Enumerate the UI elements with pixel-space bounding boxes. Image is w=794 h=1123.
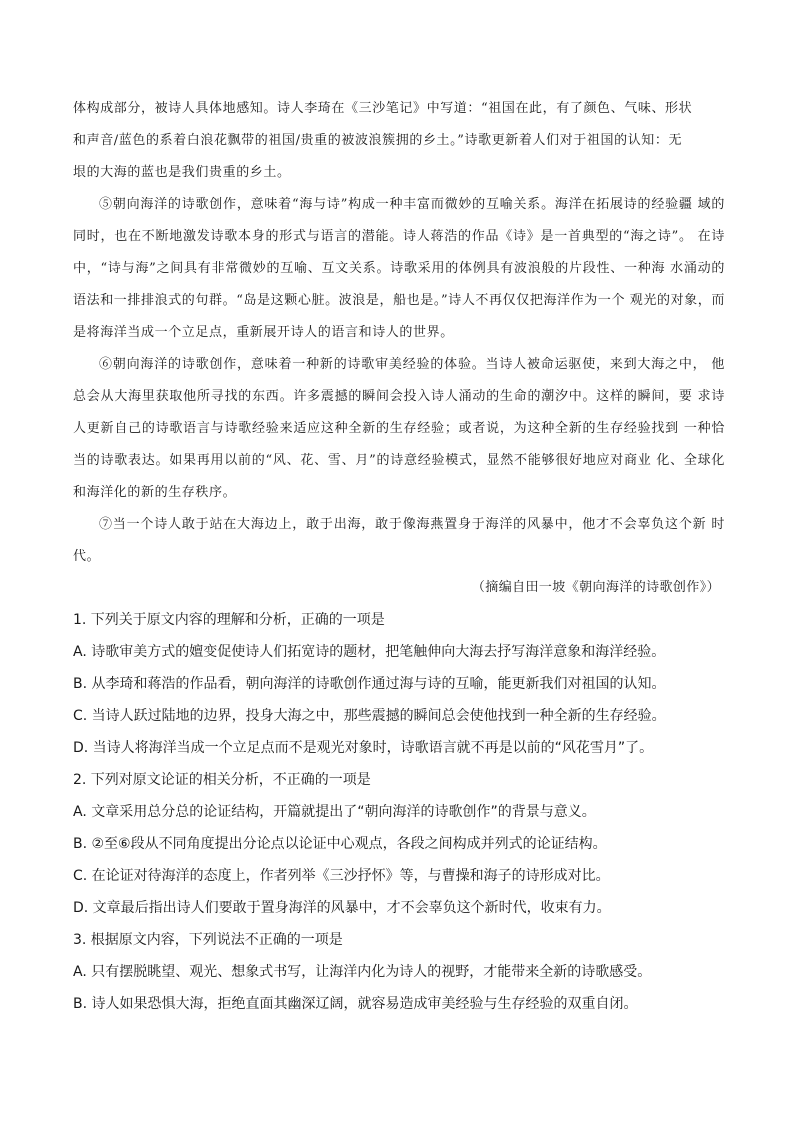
option-b: B. 从李琦和蒋浩的作品看，朝向海洋的诗歌创作通过海与诗的互喻，能更新我们对祖国的认知。 bbox=[73, 676, 666, 692]
text-line: 垠的大海的蓝也是我们贵重的乡土。 bbox=[73, 165, 291, 180]
paragraph-continuation bbox=[73, 93, 725, 189]
text-line: 和声音/蓝色的系着白浪花飘带的祖国/贵重的被波浪簇拥的乡土。”诗歌更新着人们对于祖国的认知：无 bbox=[73, 133, 683, 148]
text-line: 域的同时，也在不断地激发诗歌本身的形式与语言的潜能。诗人蒋浩的作品《诗》是一首典型的“海之诗”。 bbox=[73, 197, 726, 244]
option-b: B. ②至⑥段从不同角度提出分论点以论证中心观点，各段之间构成并列式的论证结构。 bbox=[73, 836, 607, 852]
text-line: 时代。 bbox=[73, 517, 726, 564]
option-d: D. 当诗人将海洋当成一个立足点而不是观光对象时，诗歌语言就不再是以前的“风花雪月”了。 bbox=[73, 740, 654, 756]
question-list bbox=[73, 604, 733, 1020]
option-d: D. 文章最后指出诗人们要敢于置身海洋的风暴中，才不会辜负这个新时代，收束有力。 bbox=[73, 900, 611, 916]
question-stem: 1. 下列关于原文内容的理解和分析，正确的一项是 bbox=[73, 612, 385, 628]
text-line: 化、全球化和海洋化的新的生存秩序。 bbox=[73, 453, 726, 500]
question-stem: 2. 下列对原文论证的相关分析，不正确的一项是 bbox=[73, 772, 371, 788]
text-line: 体构成部分，被诗人具体地感知。诗人李琦在《三沙笔记》中写道：“祖国在此，有了颜色、气味、形状 bbox=[73, 101, 693, 116]
text-line: ⑤朝向海洋的诗歌创作，意味着“海与诗”构成一种丰富而微妙的互喻关系。海洋在拓展诗的经验疆 bbox=[99, 197, 693, 212]
text-line: 观光的对象，而是将海洋当成一个立足点，重新展开诗人的语言和诗人的世界。 bbox=[73, 293, 725, 340]
text-line: ⑦当一个诗人敢于站在大海边上，敢于出海，敢于像海燕置身于海洋的风暴中，他才不会辜负这个新 bbox=[99, 517, 707, 532]
question-stem: 3. 根据原文内容，下列说法不正确的一项是 bbox=[73, 932, 343, 948]
text-line: 水涌动的语法和一排排浪式的句群。“岛是这颗心脏。波浪是，船也是。”诗人不再仅仅把海洋作为一个 bbox=[73, 261, 726, 308]
text-line: 求诗人更新自己的诗歌语言与诗歌经验来适应这种全新的生存经验；或者说，为这种全新的生存经验找到 bbox=[73, 389, 725, 436]
text-line: 一种恰当的诗歌表达。如果再用以前的“风、花、雪、月”的诗意经验模式，显然不能够很好地应对商业 bbox=[73, 421, 725, 468]
text-line: 在诗中，“诗与海”之间具有非常微妙的互喻、互文关系。诗歌采用的体例具有波浪般的片段性、一种海 bbox=[73, 229, 725, 276]
paragraph-7 bbox=[73, 509, 725, 573]
option-a: A. 文章采用总分总的论证结构，开篇就提出了“朝向海洋的诗歌创作”的背景与意义。 bbox=[73, 804, 596, 820]
option-a: A. 诗歌审美方式的嬗变促使诗人们拓宽诗的题材，把笔触伸向大海去抒写海洋意象和海洋经验。 bbox=[73, 644, 666, 660]
paragraph-6 bbox=[73, 349, 725, 509]
option-a: A. 只有摆脱眺望、观光、想象式书写，让海洋内化为诗人的视野，才能带来全新的诗歌感受。 bbox=[73, 964, 652, 980]
paragraph-5 bbox=[73, 189, 725, 349]
option-b: B. 诗人如果恐惧大海，拒绝直面其幽深辽阔，就容易造成审美经验与生存经验的双重自闭。 bbox=[73, 996, 638, 1012]
option-c: C. 在论证对待海洋的态度上，作者列举《三沙抒怀》等，与曹操和海子的诗形成对比。 bbox=[73, 868, 610, 884]
option-c: C. 当诗人跃过陆地的边界，投身大海之中，那些震撼的瞬间总会使他找到一种全新的生存经验。 bbox=[73, 708, 666, 724]
source-citation: （摘编自田一坡《朝向海洋的诗歌创作》） bbox=[471, 580, 720, 595]
text-line: ⑥朝向海洋的诗歌创作，意味着一种新的诗歌审美经验的体验。当诗人被命运驱使，来到大海之中， bbox=[99, 357, 707, 372]
article-excerpt bbox=[73, 93, 725, 573]
text-line: 他总会从大海里获取他所寻找的东西。许多震撼的瞬间会投入诗人涌动的生命的潮汐中。这样的瞬间，要 bbox=[73, 357, 726, 404]
